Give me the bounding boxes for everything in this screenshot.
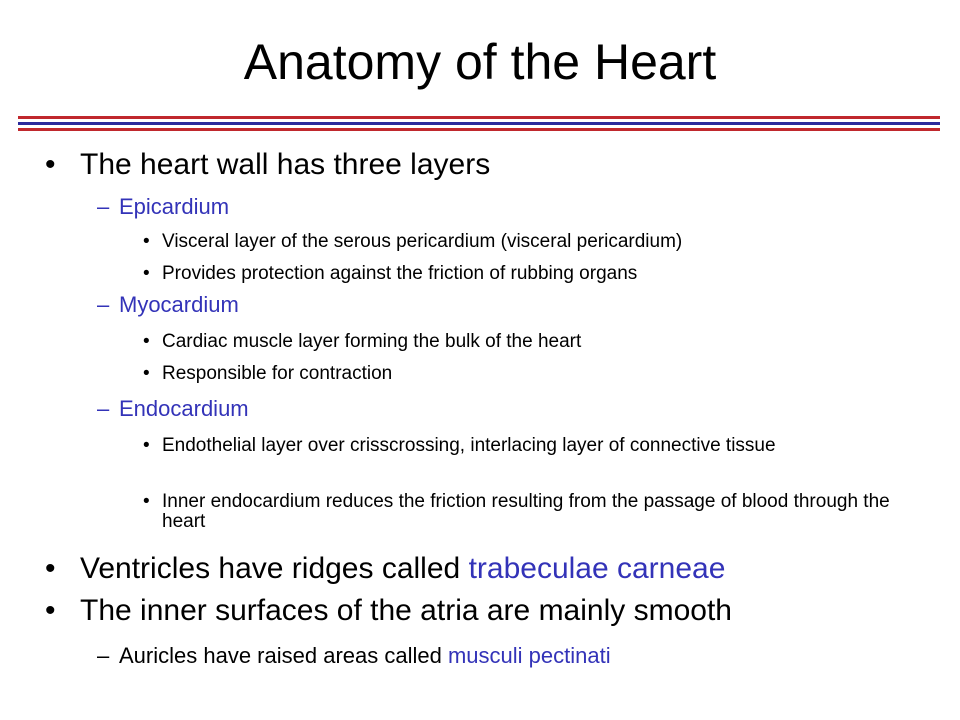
bullet-marker: • — [143, 331, 150, 352]
detail-endocardium-1 — [143, 436, 903, 456]
subitem-text-wrap — [119, 643, 611, 669]
detail-text: Visceral layer of the serous pericardium (visceral pericardium) — [162, 231, 683, 252]
subitem-label: Epicardium — [119, 194, 230, 219]
bullet-marker: • — [45, 148, 56, 181]
detail-epicardium-2 — [143, 264, 903, 284]
title-rule-red-top — [18, 116, 940, 119]
bullet-marker: • — [143, 263, 150, 284]
term-trabeculae-carneae: trabeculae carneae — [468, 552, 726, 585]
bullet-text-wrap — [80, 552, 725, 586]
detail-endocardium-2 — [143, 492, 903, 532]
bullet-marker: • — [143, 435, 150, 456]
detail-text: Responsible for contraction — [162, 363, 393, 384]
detail-text: Provides protection against the friction of rubbing organs — [162, 263, 638, 284]
bullet-marker: • — [143, 231, 150, 252]
bullet-marker: • — [143, 363, 150, 384]
dash-marker: – — [97, 194, 110, 219]
term-musculi-pectinati: musculi pectinati — [447, 643, 611, 668]
subitem-label: Myocardium — [119, 292, 239, 317]
dash-marker: – — [97, 643, 110, 668]
bullet-marker: • — [45, 594, 56, 627]
dash-marker: – — [97, 292, 110, 317]
bullet-marker: • — [143, 491, 150, 512]
detail-myocardium-1 — [143, 332, 903, 352]
detail-myocardium-2 — [143, 364, 903, 384]
subitem-label: Endocardium — [119, 396, 249, 421]
subitem-text: Auricles have raised areas called — [119, 643, 448, 668]
detail-text: Endothelial layer over crisscrossing, interlacing layer of connective tissue — [162, 435, 776, 456]
detail-text: Inner endocardium reduces the friction resulting from the passage of blood through the heart — [162, 491, 890, 532]
bullet-text: The heart wall has three layers — [80, 148, 491, 181]
slide-title: Anatomy of the Heart — [243, 34, 717, 90]
bullet-text: Ventricles have ridges called — [80, 552, 469, 585]
bullet-text: The inner surfaces of the atria are mainly smooth — [80, 594, 732, 627]
detail-epicardium-1 — [143, 232, 903, 252]
title-rule-blue — [18, 122, 940, 125]
title-rule-red-bottom — [18, 128, 940, 131]
bullet-marker: • — [45, 552, 56, 585]
detail-text: Cardiac muscle layer forming the bulk of the heart — [162, 331, 582, 352]
dash-marker: – — [97, 396, 110, 421]
